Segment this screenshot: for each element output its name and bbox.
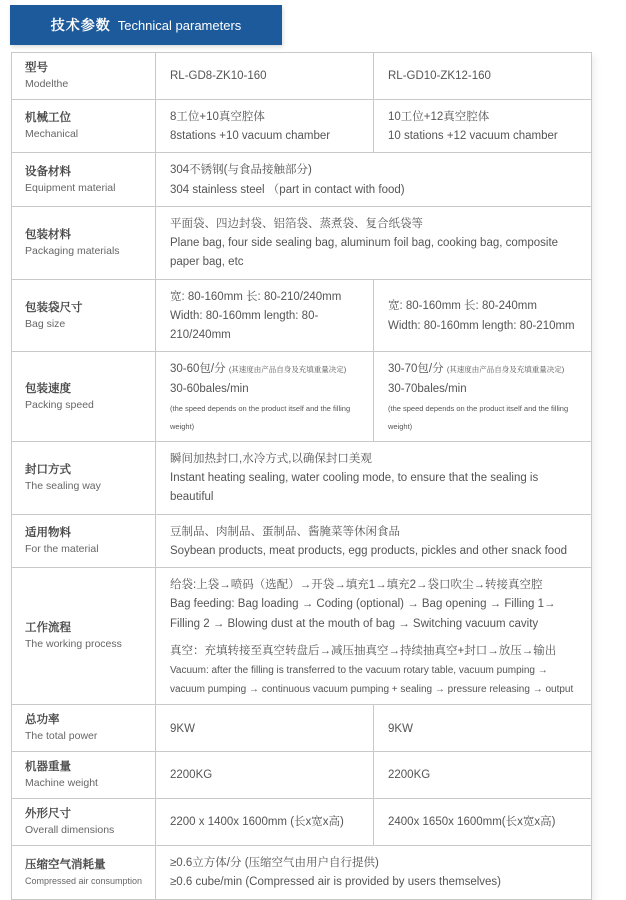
- table-row: [12, 515, 591, 569]
- spec-text: 2200KG: [388, 769, 431, 782]
- section-header-banner: [10, 5, 282, 45]
- row-label-zh: 机器重量: [25, 761, 71, 774]
- spec-value-cell-span: [156, 153, 591, 206]
- spec-text: 真空：充填转接至真空转盘后→减压抽真空→持续抽真空+封口→放压→输出: [170, 644, 557, 657]
- spec-text: 宽: 80-160mm 长: 80-210/240mm: [170, 290, 342, 303]
- spec-value-cell-span: [156, 846, 591, 899]
- spec-text-line: [170, 468, 583, 507]
- spec-value-cell: [373, 799, 591, 845]
- spec-text: ≥0.6立方体/分 (压缩空气由用户自行提供): [170, 857, 379, 869]
- spec-value-cell: [373, 352, 591, 441]
- spec-text-line: [170, 594, 583, 633]
- spec-text: 30-60包/分: [170, 363, 229, 376]
- row-label-zh: 外形尺寸: [25, 808, 71, 821]
- table-row: [12, 442, 591, 515]
- spec-value-cell: [156, 280, 373, 352]
- spec-text: RL-GD10-ZK12-160: [388, 70, 491, 83]
- spec-text: 10 stations +12 vacuum chamber: [388, 130, 558, 143]
- spec-value-cell: [373, 280, 591, 352]
- spec-text-line: [388, 316, 583, 335]
- spec-text: 304不锈钢(与食品接触部分): [170, 164, 312, 177]
- table-row: [12, 352, 591, 442]
- spec-text: RL-GD8-ZK10-160: [170, 70, 267, 83]
- row-label-en: For the material: [25, 543, 99, 556]
- spec-text-line: [388, 126, 583, 145]
- spec-text-line: [170, 719, 365, 738]
- spec-text: 304 stainless steel （part in contact with food): [170, 183, 405, 196]
- row-label-en: Overall dimensions: [25, 824, 115, 837]
- table-row: [12, 568, 591, 705]
- row-label-zh: 包装材料: [25, 228, 71, 241]
- row-label-cell: [12, 100, 156, 153]
- spec-text-line: [388, 296, 583, 315]
- spec-text-line: [388, 719, 583, 738]
- spec-text: 宽: 80-160mm 长: 80-240mm: [388, 300, 537, 313]
- spec-text-line: [170, 233, 583, 272]
- row-label-zh: 工作流程: [25, 622, 71, 635]
- row-label-zh: 设备材料: [25, 165, 71, 178]
- spec-text-line: [170, 160, 583, 179]
- table-row: [12, 280, 591, 353]
- spec-text-line: [388, 107, 583, 126]
- spec-text: 8工位+10真空腔体: [170, 110, 265, 123]
- spec-value-cell-span: [156, 207, 591, 279]
- table-row: [12, 100, 591, 154]
- spec-text: (其速度由产品自身及充填重量决定): [228, 365, 347, 375]
- row-label-cell: [12, 568, 156, 704]
- spec-text-line: [388, 398, 583, 434]
- spec-text: 给袋:上袋→喷码（选配）→开袋→填充1→填充2→袋口吹尘→转接真空腔: [170, 579, 543, 592]
- spec-text: (the speed depends on the product itself and the filling weight): [388, 403, 569, 431]
- table-row: [12, 53, 591, 100]
- row-label-en: The total power: [25, 730, 98, 743]
- section-title-zh: 技术参数: [50, 17, 111, 33]
- spec-text-line: [170, 449, 583, 468]
- spec-text: 平面袋、四边封袋、铝箔袋、蒸煮袋、复合纸袋等: [170, 217, 423, 230]
- row-label-zh: 封口方式: [25, 463, 71, 476]
- spec-text: Soybean products, meat products, egg products, pickles and other snack food: [170, 544, 567, 557]
- row-label-en: Packing speed: [25, 398, 94, 411]
- spec-text: 瞬间加热封口,水冷方式,以确保封口美观: [170, 452, 372, 465]
- spec-value-cell-span: [156, 515, 591, 568]
- spec-value-cell: [156, 799, 373, 845]
- table-row: [12, 846, 591, 899]
- row-label-cell: [12, 207, 156, 279]
- spec-text-line: [170, 107, 365, 126]
- row-label-zh: 压缩空气消耗量: [25, 859, 106, 872]
- spec-text-line: [170, 359, 365, 378]
- row-label-cell: [12, 442, 156, 514]
- spec-text: Vacuum: after the filling is transferred to the vacuum rotary table, vacuum pumping → vacuum pumping → continuous vacuum pumping + sealing → pressure releasing → output: [170, 665, 574, 695]
- row-label-zh: 适用物料: [25, 526, 71, 539]
- spec-text: 2400x 1650x 1600mm(长x宽x高): [388, 816, 556, 829]
- spec-text-line: [388, 379, 583, 398]
- spec-text-line: [388, 812, 583, 831]
- spec-text-line: [170, 287, 365, 306]
- spec-text-line: [170, 641, 583, 660]
- spec-value-cell: [156, 705, 373, 751]
- spec-text-line: [170, 66, 365, 85]
- spec-text-line: [170, 541, 583, 560]
- row-label-zh: 机械工位: [25, 112, 71, 125]
- row-label-en: Machine weight: [25, 777, 98, 790]
- table-row: [12, 799, 591, 846]
- row-label-cell: [12, 280, 156, 352]
- table-row: [12, 705, 591, 752]
- paragraph-spacer: [170, 633, 583, 641]
- spec-text: 2200KG: [170, 769, 213, 782]
- spec-text: 8stations +10 vacuum chamber: [170, 130, 331, 143]
- spec-text-line: [170, 180, 583, 199]
- row-label-cell: [12, 705, 156, 751]
- spec-value-cell: [156, 352, 373, 441]
- spec-value-cell-span: [156, 442, 591, 514]
- spec-text: Bag feeding: Bag loading → Coding (optional) → Bag opening → Filling 1→ Filling 2 → Blowing dust at the mouth of bag → Switching vacuum cavity: [170, 598, 556, 630]
- spec-text-line: [170, 660, 583, 697]
- spec-text: 2200 x 1400x 1600mm (长x宽x高): [170, 816, 344, 829]
- row-label-cell: [12, 515, 156, 568]
- row-label-en: Bag size: [25, 317, 66, 330]
- row-label-en: Compressed air consumption: [25, 875, 143, 886]
- spec-text: 豆制品、肉制品、蛋制品、酱腌菜等休闲食品: [170, 525, 400, 538]
- spec-text: 30-70bales/min: [388, 382, 467, 395]
- spec-value-cell: [373, 100, 591, 153]
- row-label-cell: [12, 53, 156, 99]
- spec-text-line: [170, 812, 365, 831]
- row-label-en: Mechanical: [25, 128, 79, 141]
- spec-text: (the speed depends on the product itself and the filling weight): [170, 403, 351, 431]
- parameters-table: [11, 52, 592, 900]
- spec-text-line: [170, 853, 583, 872]
- row-label-en: Packaging materials: [25, 245, 120, 258]
- spec-text: 10工位+12真空腔体: [388, 110, 490, 123]
- row-label-zh: 包装速度: [25, 382, 71, 395]
- spec-text: (其速度由产品自身及充填重量决定): [446, 365, 565, 375]
- row-label-cell: [12, 153, 156, 206]
- spec-value-cell: [156, 53, 373, 99]
- row-label-zh: 总功率: [25, 714, 60, 727]
- spec-value-cell: [373, 752, 591, 798]
- spec-text-line: [170, 872, 583, 891]
- spec-text-line: [170, 306, 365, 345]
- row-label-en: Equipment material: [25, 181, 116, 194]
- spec-value-cell: [156, 100, 373, 153]
- spec-text: 30-60bales/min: [170, 382, 249, 395]
- spec-text: 9KW: [388, 722, 413, 735]
- row-label-cell: [12, 752, 156, 798]
- table-row: [12, 207, 591, 280]
- spec-text: Plane bag, four side sealing bag, aluminum foil bag, cooking bag, composite paper bag, etc: [170, 237, 559, 269]
- spec-text: 9KW: [170, 722, 195, 735]
- spec-text: 30-70包/分: [388, 363, 447, 376]
- spec-text-line: [170, 522, 583, 541]
- spec-text-line: [170, 398, 365, 434]
- spec-value-cell-span: [156, 568, 591, 704]
- spec-text: Width: 80-160mm length: 80-210/240mm: [170, 309, 319, 342]
- spec-text-line: [388, 66, 583, 85]
- row-label-en: Modelthe: [25, 78, 69, 91]
- row-label-en: The working process: [25, 638, 122, 651]
- spec-text-line: [170, 126, 365, 145]
- section-title-en: Technical parameters: [117, 17, 242, 33]
- spec-value-cell: [373, 53, 591, 99]
- spec-text: ≥0.6 cube/min (Compressed air is provided by users themselves): [170, 876, 502, 889]
- spec-value-cell: [373, 705, 591, 751]
- row-label-zh: 包装袋尺寸: [25, 301, 83, 314]
- spec-value-cell: [156, 752, 373, 798]
- row-label-zh: 型号: [25, 62, 48, 74]
- spec-text-line: [170, 575, 583, 594]
- table-row: [12, 153, 591, 207]
- row-label-en: The sealing way: [25, 480, 101, 493]
- row-label-cell: [12, 799, 156, 845]
- spec-text: Width: 80-160mm length: 80-210mm: [388, 319, 575, 332]
- spec-text: Instant heating sealing, water cooling mode, to ensure that the sealing is beautiful: [170, 472, 539, 504]
- table-row: [12, 752, 591, 799]
- spec-text-line: [170, 214, 583, 233]
- row-label-cell: [12, 352, 156, 441]
- spec-text-line: [170, 765, 365, 784]
- spec-text-line: [388, 765, 583, 784]
- row-label-cell: [12, 846, 156, 899]
- spec-text-line: [170, 379, 365, 398]
- spec-text-line: [388, 359, 583, 378]
